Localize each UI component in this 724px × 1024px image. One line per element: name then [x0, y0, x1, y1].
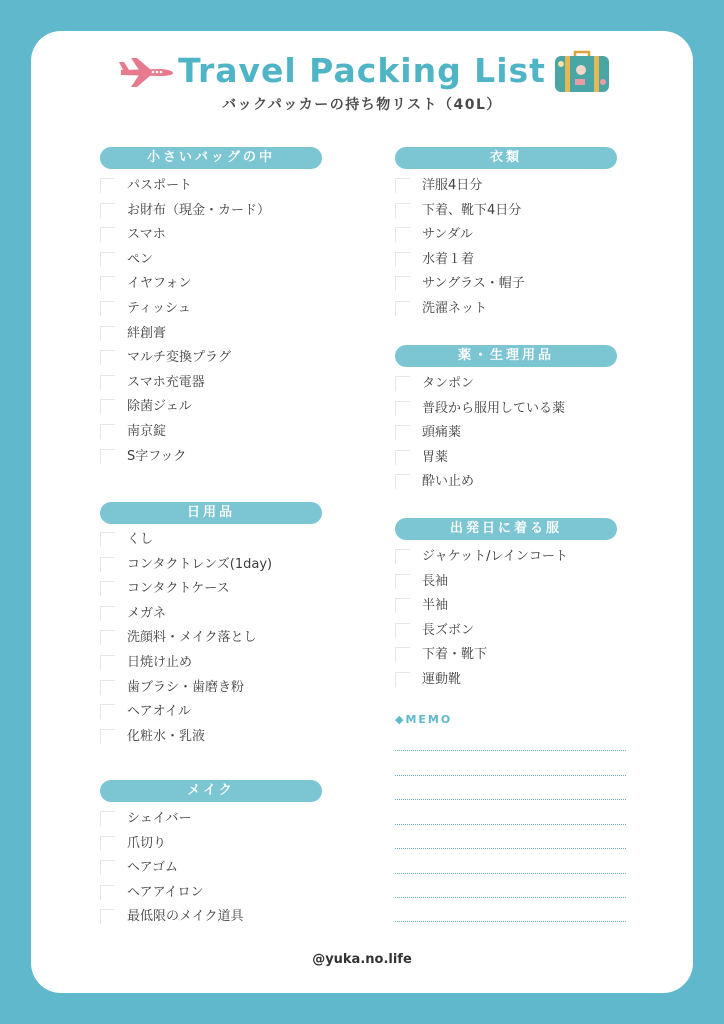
checklist-item[interactable]	[100, 422, 330, 442]
checkbox[interactable]	[100, 350, 115, 365]
checklist-item-label: 南京錠	[127, 424, 167, 439]
suitcase-icon	[553, 50, 611, 94]
checkbox[interactable]	[395, 401, 410, 416]
checkbox[interactable]	[395, 376, 410, 391]
checklist-item-label: ペン	[127, 251, 154, 267]
checkbox[interactable]	[395, 203, 410, 218]
checklist-item[interactable]	[100, 628, 330, 648]
section-header-makeup: メイク	[100, 780, 322, 802]
checklist-item[interactable]	[100, 653, 330, 673]
checklist-item-label: S字フック	[127, 448, 187, 464]
checklist-item-label: 半袖	[422, 598, 449, 614]
checklist-item-label: シェイバー	[127, 811, 192, 826]
checkbox[interactable]	[395, 647, 410, 662]
checkbox[interactable]	[100, 301, 115, 316]
checklist-item[interactable]	[395, 176, 625, 196]
checklist-item-label: 長袖	[422, 573, 449, 589]
checkbox[interactable]	[395, 178, 410, 193]
checklist-item[interactable]	[100, 299, 330, 319]
checkbox[interactable]	[100, 399, 115, 414]
checkbox[interactable]	[100, 424, 115, 439]
checklist-item-label: ヘアオイル	[127, 704, 191, 720]
memo-line[interactable]	[395, 799, 626, 800]
checklist-item[interactable]	[100, 678, 330, 698]
checkbox[interactable]	[100, 252, 115, 267]
section-header-small-bag: 小さいバッグの中	[100, 147, 322, 169]
checklist-item-label: イヤフォン	[127, 276, 192, 292]
checklist-item[interactable]	[395, 621, 625, 641]
checkbox[interactable]	[100, 729, 115, 744]
checklist-item[interactable]	[100, 883, 330, 903]
checklist-item[interactable]	[100, 348, 330, 368]
checklist-item-label: 下着・靴下	[422, 647, 488, 663]
checklist-item[interactable]	[395, 423, 625, 443]
checklist-item[interactable]	[395, 645, 625, 665]
checkbox[interactable]	[395, 474, 410, 489]
checkbox[interactable]	[395, 549, 410, 564]
memo-line[interactable]	[395, 750, 626, 751]
checklist-item-label: メガネ	[127, 605, 167, 621]
checklist-item[interactable]	[395, 670, 625, 690]
checkbox[interactable]	[395, 623, 410, 638]
checklist-item[interactable]	[395, 399, 625, 419]
checklist-item-label: 水着１着	[422, 251, 475, 267]
checkbox[interactable]	[100, 581, 115, 596]
checklist-item-label: コンタクトレンズ(1day)	[127, 556, 273, 572]
checklist-item[interactable]	[395, 299, 625, 319]
checkbox[interactable]	[395, 672, 410, 687]
checklist-item-label: スマホ	[127, 227, 166, 243]
checklist-item-label: ヘアアイロン	[127, 884, 204, 900]
memo-line[interactable]	[395, 775, 626, 776]
checkbox[interactable]	[395, 276, 410, 291]
checkbox[interactable]	[100, 885, 115, 900]
checkbox[interactable]	[395, 301, 410, 316]
checklist-item[interactable]	[395, 201, 625, 221]
checklist-item-label: 化粧水・乳液	[127, 728, 206, 744]
checkbox[interactable]	[100, 178, 115, 193]
checklist-item-label: 除菌ジェル	[127, 399, 192, 415]
checklist-item-label: マルチ変換プラグ	[127, 350, 232, 366]
checklist-item-label: くし	[127, 532, 154, 547]
checkbox[interactable]	[100, 704, 115, 719]
checklist-item-label: 洗顔料・メイク落とし	[127, 630, 257, 646]
checklist-item-label: 洗濯ネット	[422, 301, 488, 316]
checkbox[interactable]	[100, 532, 115, 547]
checkbox[interactable]	[395, 425, 410, 440]
checklist-item-label: ティッシュ	[127, 301, 191, 316]
checklist-item[interactable]	[395, 596, 625, 616]
memo-line[interactable]	[395, 873, 626, 874]
footer-handle: @yuka.no.life	[312, 952, 412, 967]
checkbox[interactable]	[395, 252, 410, 267]
page-subtitle: バックパッカーの持ち物リスト（40L）	[222, 97, 502, 113]
checklist-item[interactable]	[395, 274, 625, 294]
section-header-clothes: 衣類	[395, 147, 617, 169]
checklist-item-label: お財布（現金・カード）	[127, 202, 271, 218]
checklist-item[interactable]	[100, 397, 330, 417]
checklist-item-label: ジャケット/レインコート	[422, 549, 568, 564]
checkbox[interactable]	[100, 449, 115, 464]
checklist-item-label: ヘアゴム	[127, 860, 178, 876]
checklist-item[interactable]	[100, 225, 330, 245]
checkbox[interactable]	[100, 276, 115, 291]
checklist-item[interactable]	[395, 250, 625, 270]
memo-line[interactable]	[395, 897, 626, 898]
checklist-item[interactable]	[395, 547, 625, 567]
checkbox[interactable]	[100, 811, 115, 826]
page-title: Travel Packing List	[178, 51, 546, 90]
memo-title: ◆MEMO	[395, 713, 453, 726]
checkbox[interactable]	[100, 326, 115, 341]
checklist-item[interactable]	[100, 201, 330, 221]
checkbox[interactable]	[100, 227, 115, 242]
checkbox[interactable]	[100, 606, 115, 621]
checklist-item-label: 胃薬	[422, 449, 449, 465]
memo-line[interactable]	[395, 824, 626, 825]
checklist-item[interactable]	[100, 579, 330, 599]
checklist-item-label: 運動靴	[422, 672, 462, 687]
checklist-item[interactable]	[395, 374, 625, 394]
checklist-item-label: 洋服4日分	[422, 178, 483, 193]
checkbox[interactable]	[100, 860, 115, 875]
checklist-item[interactable]	[100, 702, 330, 722]
checklist-item-label: スマホ充電器	[127, 374, 205, 390]
checklist-item[interactable]	[100, 834, 330, 854]
checklist-item-label: タンポン	[422, 376, 475, 391]
checklist-item[interactable]	[100, 727, 330, 747]
checkbox[interactable]	[395, 227, 410, 242]
checklist-item-label: 絆創膏	[127, 325, 167, 341]
section-header-departure: 出発日に着る服	[395, 518, 617, 540]
section-header-daily: 日用品	[100, 502, 322, 524]
checklist-item-label: 普段から服用している薬	[422, 400, 566, 416]
checklist-item[interactable]	[100, 907, 330, 927]
checkbox[interactable]	[100, 630, 115, 645]
checklist-item-label: 長ズボン	[422, 622, 475, 638]
checklist-item-label: 歯ブラシ・歯磨き粉	[127, 679, 245, 695]
checkbox[interactable]	[100, 836, 115, 851]
checkbox[interactable]	[395, 450, 410, 465]
checklist-item[interactable]	[100, 176, 330, 196]
checkbox[interactable]	[100, 375, 115, 390]
checkbox[interactable]	[100, 909, 115, 924]
section-header-medicine: 薬・生理用品	[395, 345, 617, 367]
checklist-item[interactable]	[395, 472, 625, 492]
checklist-item[interactable]	[100, 324, 330, 344]
checklist-item[interactable]	[395, 225, 625, 245]
checklist-item[interactable]	[100, 530, 330, 550]
checklist-item-label: 下着、靴下4日分	[422, 202, 522, 218]
memo-line[interactable]	[395, 848, 626, 849]
checkbox[interactable]	[100, 655, 115, 670]
checklist-item-label: 酔い止め	[422, 474, 475, 490]
checklist-item-label: 日焼け止め	[127, 655, 193, 670]
checklist-item[interactable]	[100, 250, 330, 270]
checklist-item-label: サンダル	[422, 227, 473, 243]
checklist-item[interactable]	[100, 555, 330, 575]
checklist-item[interactable]	[100, 809, 330, 829]
checklist-item-label: コンタクトケース	[127, 581, 230, 597]
checklist-item-label: サングラス・帽子	[422, 276, 525, 292]
memo-line[interactable]	[395, 921, 626, 922]
checklist-item-label: 頭痛薬	[422, 425, 462, 441]
checkbox[interactable]	[100, 680, 115, 695]
checklist-item-label: 爪切り	[127, 835, 167, 851]
checklist-item[interactable]	[100, 447, 330, 467]
checklist-item[interactable]	[100, 274, 330, 294]
checklist-item-label: パスポート	[127, 178, 193, 193]
checklist-item[interactable]	[100, 373, 330, 393]
checkbox[interactable]	[395, 574, 410, 589]
checklist-item[interactable]	[100, 858, 330, 878]
checkbox[interactable]	[395, 598, 410, 613]
checklist-item[interactable]	[100, 604, 330, 624]
checkbox[interactable]	[100, 203, 115, 218]
header	[0, 50, 724, 94]
checklist-item[interactable]	[395, 572, 625, 592]
checklist-item-label: 最低限のメイク道具	[127, 909, 244, 925]
checkbox[interactable]	[100, 557, 115, 572]
checklist-item[interactable]	[395, 448, 625, 468]
